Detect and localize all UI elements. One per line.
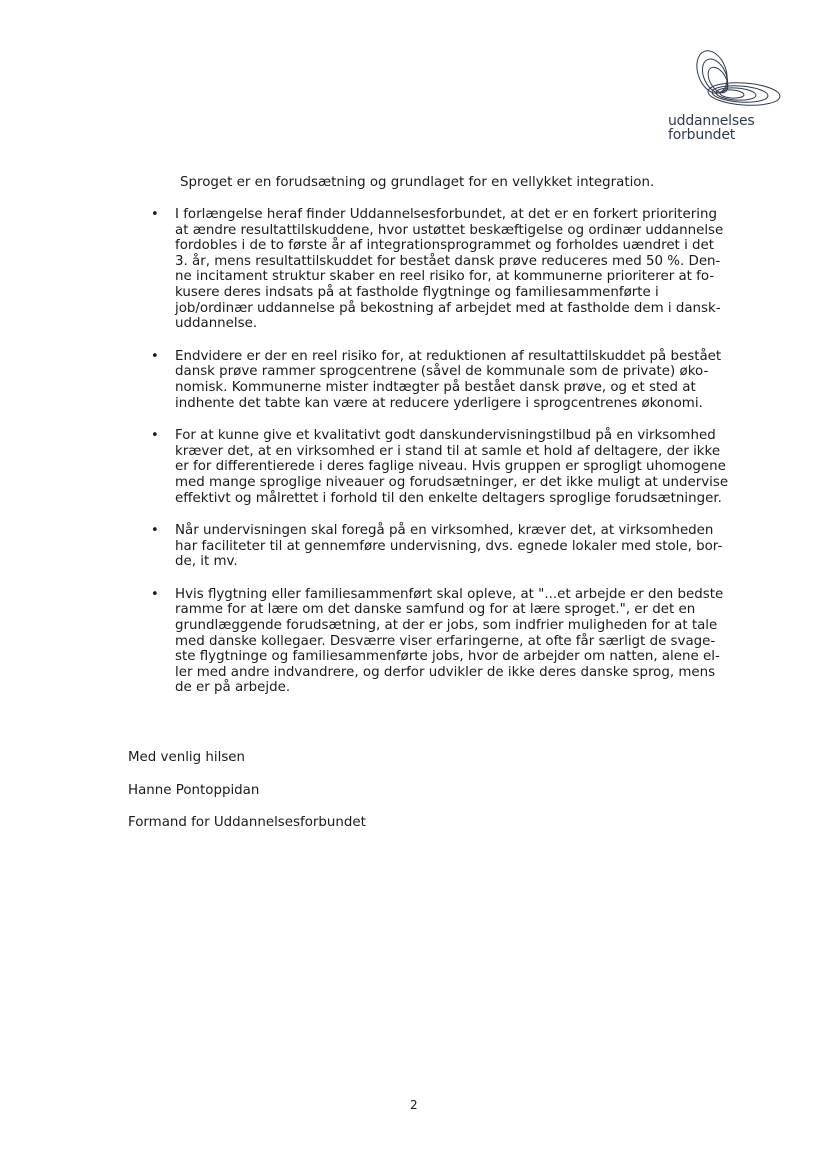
text-line: med mange sproglige niveauer og forudsætninger, er det ikke muligt at undervise: [175, 474, 729, 490]
list-item: [148, 207, 738, 332]
bullet-marker: •: [151, 586, 159, 602]
list-item: [148, 523, 738, 570]
list-item: [148, 428, 738, 506]
text-line: kusere deres indsats på at fastholde flygtninge og familiesammenførte i: [175, 284, 659, 300]
text-line: grundlæggende forudsætning, at der er jobs, som indfrier muligheden for at tale: [175, 618, 718, 634]
logo-line-1: uddannelses: [668, 113, 755, 129]
text-line: I forlængelse heraf finder Uddannelsesforbundet, at det er en forkert prioritering: [175, 207, 717, 222]
bullet-marker: •: [151, 348, 159, 364]
text-line: job/ordinær uddannelse på bekostning af arbejdet med at fastholde dem i dansk-: [175, 300, 721, 316]
bullet-list: [148, 207, 738, 696]
text-line: Endvidere er der en reel risiko for, at reduktionen af resultattilskuddet på bestået: [175, 348, 722, 364]
text-line: effektivt og målrettet i forhold til den enkelte deltagers sproglige forudsætninger.: [175, 490, 722, 506]
text-line: nomisk. Kommunerne mister indtægter på bestået dansk prøve, og et sted at: [175, 379, 696, 395]
text-line: ste flygtninge og familiesammenførte jobs, hvor de arbejder om natten, alene el-: [175, 649, 720, 665]
text-line: med danske kollegaer. Desværre viser erfaringerne, at ofte får særligt de svage-: [175, 633, 716, 649]
text-line: fordobles i de to første år af integrationsprogrammet og forholdes uændret i det: [175, 238, 715, 254]
organization-logo: [664, 46, 784, 150]
uddannelsesforbundet-swirl-logo-icon: [688, 46, 784, 112]
text-line: ne incitament struktur skaber en reel risiko for, at kommunerne prioriterer at fo-: [175, 269, 715, 285]
text-line: de, it mv.: [175, 554, 238, 570]
text-line: 3. år, mens resultattilskuddet for bestået dansk prøve reduceres med 50 %. Den-: [175, 253, 721, 269]
logo-line-2: forbundet: [668, 127, 736, 143]
bullet-marker: •: [151, 523, 159, 539]
list-item: [148, 349, 738, 411]
text-line: indhente det tabte kan være at reducere yderligere i sprogcentrenes økonomi.: [175, 395, 703, 411]
bullet-marker: •: [151, 207, 159, 222]
signatory-name: Hanne Pontoppidan: [128, 783, 260, 798]
text-line: uddannelse.: [175, 316, 258, 332]
text-line: har faciliteter til at gennemføre undervisning, dvs. egnede lokaler med stole, bor-: [175, 538, 723, 554]
text-line: er for differentierede i deres faglige niveau. Hvis gruppen er sprogligt uhomogene: [175, 459, 726, 475]
text-line: kræver det, at en virksomhed er i stand til at samle et hold af deltagere, der ikke: [175, 443, 721, 459]
text-line: Når undervisningen skal foregå på en virksomhed, kræver det, at virksomheden: [175, 523, 714, 539]
text-line: For at kunne give et kvalitativt godt danskundervisningstilbud på en virksomhed: [175, 428, 716, 444]
intro-paragraph: Sproget er en forudsætning og grundlaget for en vellykket integration.: [180, 175, 655, 190]
text-line: ramme for at lære om det danske samfund og for at lære sproget.", er det en: [175, 602, 696, 618]
signatory-title: Formand for Uddannelsesforbundet: [128, 815, 366, 830]
text-line: Hvis flygtning eller familiesammenført skal opleve, at "...et arbejde er den bedste: [175, 586, 724, 602]
bullet-marker: •: [151, 428, 159, 444]
page-number: 2: [410, 1098, 418, 1112]
text-line: ler med andre indvandrere, og derfor udvikler de ikke deres danske sprog, mens: [175, 664, 716, 680]
closing-greeting: Med venlig hilsen: [128, 750, 246, 765]
list-item: [148, 587, 738, 696]
text-line: dansk prøve rammer sprogcentrene (såvel de kommunale som de private) øko-: [175, 364, 709, 380]
text-line: de er på arbejde.: [175, 680, 291, 696]
text-line: at ændre resultattilskuddene, hvor ustøttet beskæftigelse og ordinær uddannelse: [175, 222, 724, 238]
logo-wordmark: [668, 114, 754, 142]
